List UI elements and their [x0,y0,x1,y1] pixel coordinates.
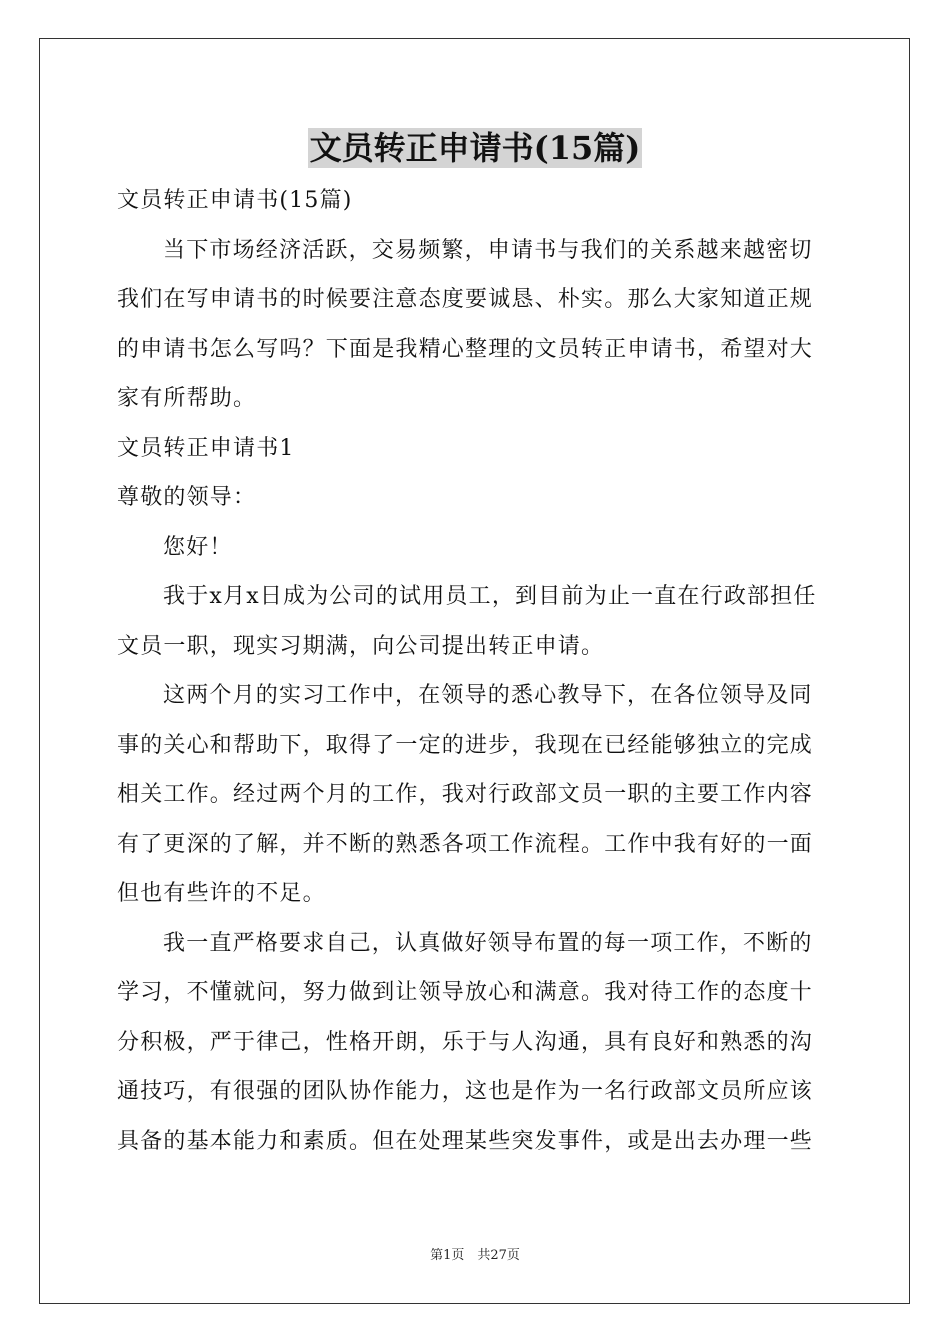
body-paragraph: 这两个月的实习工作中，在领导的悉心教导下，在各位领导及同事的关心和帮助下，取得了一定的进步，我现在已经能够独立的完成相关工作。经过两个月的工作，我对行政部文员一职的主要工作内容有了更深的了解，并不断的熟悉各项工作流程。工作中我有好的一面但也有些许的不足。 [117,683,814,906]
title-container [0,128,950,168]
document-body [117,176,835,1166]
document-title: 文员转正申请书(15篇) [309,129,641,167]
document-subtitle: 文员转正申请书(15篇) [117,188,353,213]
intro-paragraph: 当下市场经济活跃，交易频繁，申请书与我们的关系越来越密切我们在写申请书的时候要注意态度要诚恳、朴实。那么大家知道正规的申请书怎么写吗？下面是我精心整理的文员转正申请书，希望对大家有所帮助。 [117,237,814,411]
section-heading: 文员转正申请书1 [117,435,295,461]
greeting: 您好！ [163,534,233,560]
body-paragraph: 我一直严格要求自己，认真做好领导布置的每一项工作，不断的学习，不懂就问，努力做到让领导放心和满意。我对待工作的态度十分积极，严于律己，性格开朗，乐于与人沟通，具有良好和熟悉的沟通技巧，有很强的团队协作能力，这也是作为一名行政部文员所应该具备的基本能力和素质。但在处理某些突发事件，或是出去办理一些 [117,930,814,1154]
salutation: 尊敬的领导： [117,485,257,510]
body-paragraph: 我于x月x日成为公司的试用员工，到目前为止一直在行政部担任文员一职，现实习期满，向公司提出转正申请。 [117,584,817,659]
page-footer [0,1248,950,1264]
page-number: 第1页 共27页 [430,1248,520,1263]
